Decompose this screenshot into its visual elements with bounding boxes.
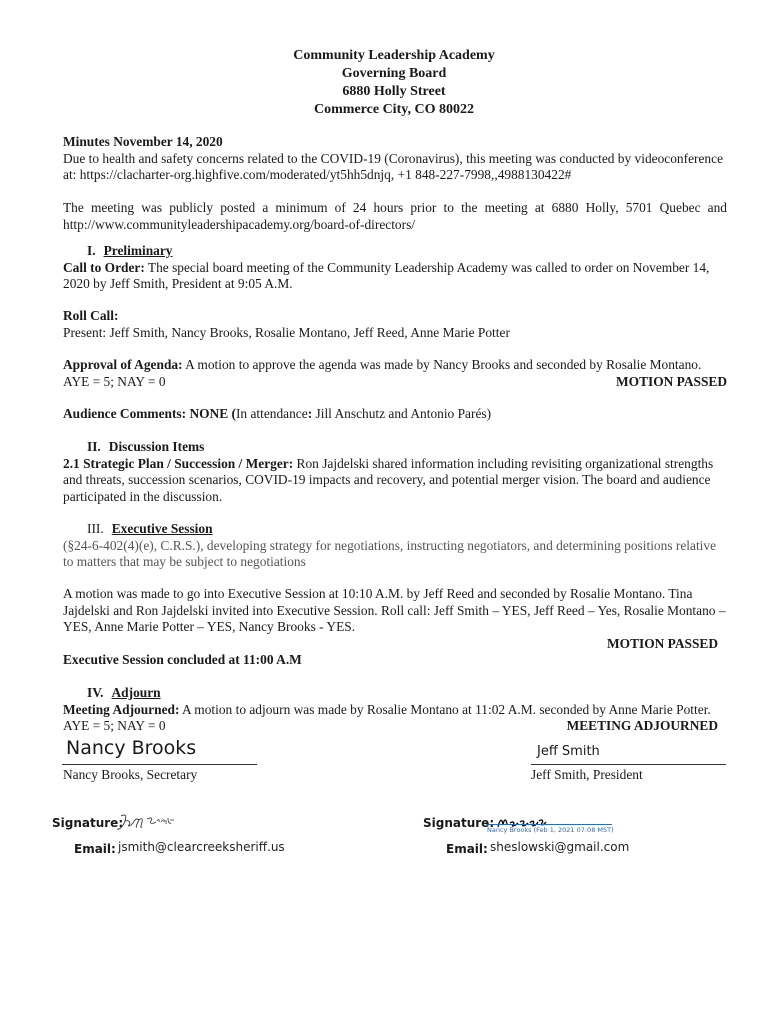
posting-notice: The meeting was publicly posted a minimum of 24 hours prior to the meeting at 6880 Holly, 5701 Quebec and http://www.communityleadershipacademy.org/board-of-directors/ <box>63 200 727 232</box>
city-address: Commerce City, CO 80022 <box>314 102 474 117</box>
executive-concluded: Executive Session concluded at 11:00 A.M <box>63 652 302 667</box>
roll-call <box>63 308 727 341</box>
right-signature-label: Signature: <box>423 816 495 830</box>
school-name: Community Leadership Academy <box>293 48 495 63</box>
minutes-intro <box>63 134 727 184</box>
right-email-value: sheslowski@gmail.com <box>490 840 630 854</box>
section-heading-adjourn: IV. Adjourn <box>87 685 161 700</box>
section-discussion <box>63 439 727 505</box>
executive-statute: (§24-6-402(4)(e), C.R.S.), developing strategy for negotiations, instructing negotiators, and determining positions relative to matters that may be subject to negotiations <box>63 537 717 569</box>
roll-call-present: Present: Jeff Smith, Nancy Brooks, Rosalie Montano, Jeff Reed, Anne Marie Potter <box>63 324 510 340</box>
left-signature-label: Signature: <box>52 816 124 830</box>
roll-call-label: Roll Call: <box>63 308 119 323</box>
document-header <box>0 47 770 119</box>
approval-of-agenda <box>63 357 727 390</box>
agenda-label: Approval of Agenda: <box>63 357 183 372</box>
section-heading-preliminary: I. Preliminary <box>87 243 173 258</box>
executive-motion <box>63 586 727 652</box>
call-to-order: Call to Order: The special board meeting of the Community Leadership Academy was called to order on November 14, 2020 by Jeff Smith, President at 9:05 A.M. <box>63 259 710 291</box>
e-sign-underline <box>486 824 612 825</box>
secretary-typed-name: Nancy Brooks <box>66 737 197 759</box>
strategic-plan-item: 2.1 Strategic Plan / Succession / Merger: Ron Jajdelski shared information including revisiting organizational strengths and threats, succession scenarios, COVID-19 impacts and recovery, and potential merger vision. The board and audience participated in the discussion. <box>63 455 714 504</box>
minutes-title: Minutes November 14, 2020 <box>63 134 223 149</box>
jeff-smith-signature-image <box>113 812 183 834</box>
section-heading-executive: III. Executive Session <box>87 521 213 536</box>
section-preliminary <box>63 243 727 293</box>
adjourn-result: MEETING ADJOURNED <box>566 718 718 733</box>
board-name: Governing Board <box>341 66 447 81</box>
section-heading-discussion: II. Discussion Items <box>87 439 205 454</box>
left-email-label: Email: <box>74 842 116 856</box>
agenda-text: A motion to approve the agenda was made by Nancy Brooks and seconded by Rosalie Montano. AYE = 5; NAY = 0 <box>63 357 702 389</box>
audience-comments: Audience Comments: NONE (In attendance: Jill Anschutz and Antonio Parés) <box>63 406 492 421</box>
section-adjourn <box>63 685 727 735</box>
executive-motion-result: MOTION PASSED <box>607 635 718 651</box>
president-sign-line <box>531 764 726 765</box>
secretary-caption: Nancy Brooks, Secretary <box>63 767 198 782</box>
left-email-value: jsmith@clearcreeksheriff.us <box>118 840 285 854</box>
section-executive <box>63 521 727 571</box>
agenda-motion-result: MOTION PASSED <box>616 373 727 389</box>
street-address: 6880 Holly Street <box>342 84 446 99</box>
secretary-sign-line <box>62 764 257 765</box>
president-typed-name: Jeff Smith <box>537 744 600 759</box>
president-caption: Jeff Smith, President <box>531 767 643 782</box>
e-sign-timestamp: Nancy Brooks (Feb 1, 2021 07:08 MST) <box>487 826 614 834</box>
executive-motion-text: A motion was made to go into Executive Session at 10:10 A.M. by Jeff Reed and seconded by Rosalie Montano. Tina Jajdelski and Ron Jajdelski invited into Executive Session. Roll call: Jeff Smith – YES, Jeff Reed – Yes, Rosalie Montano – YES, Anne Marie Potter – YES, Nancy Brooks - YES. <box>63 586 726 634</box>
adjourn-motion: Meeting Adjourned: A motion to adjourn was made by Rosalie Montano at 11:02 A.M. seconded by Anne Marie Potter. AYE = 5; NAY = 0 <box>63 701 711 733</box>
covid-notice: Due to health and safety concerns related to the COVID-19 (Coronavirus), this meeting was conducted by videoconference at: https://clacharter-org.highfive.com/moderated/yt5hh5dnjq, +1 848-227-7998,,4988130422# <box>63 150 724 182</box>
right-email-label: Email: <box>446 842 488 856</box>
